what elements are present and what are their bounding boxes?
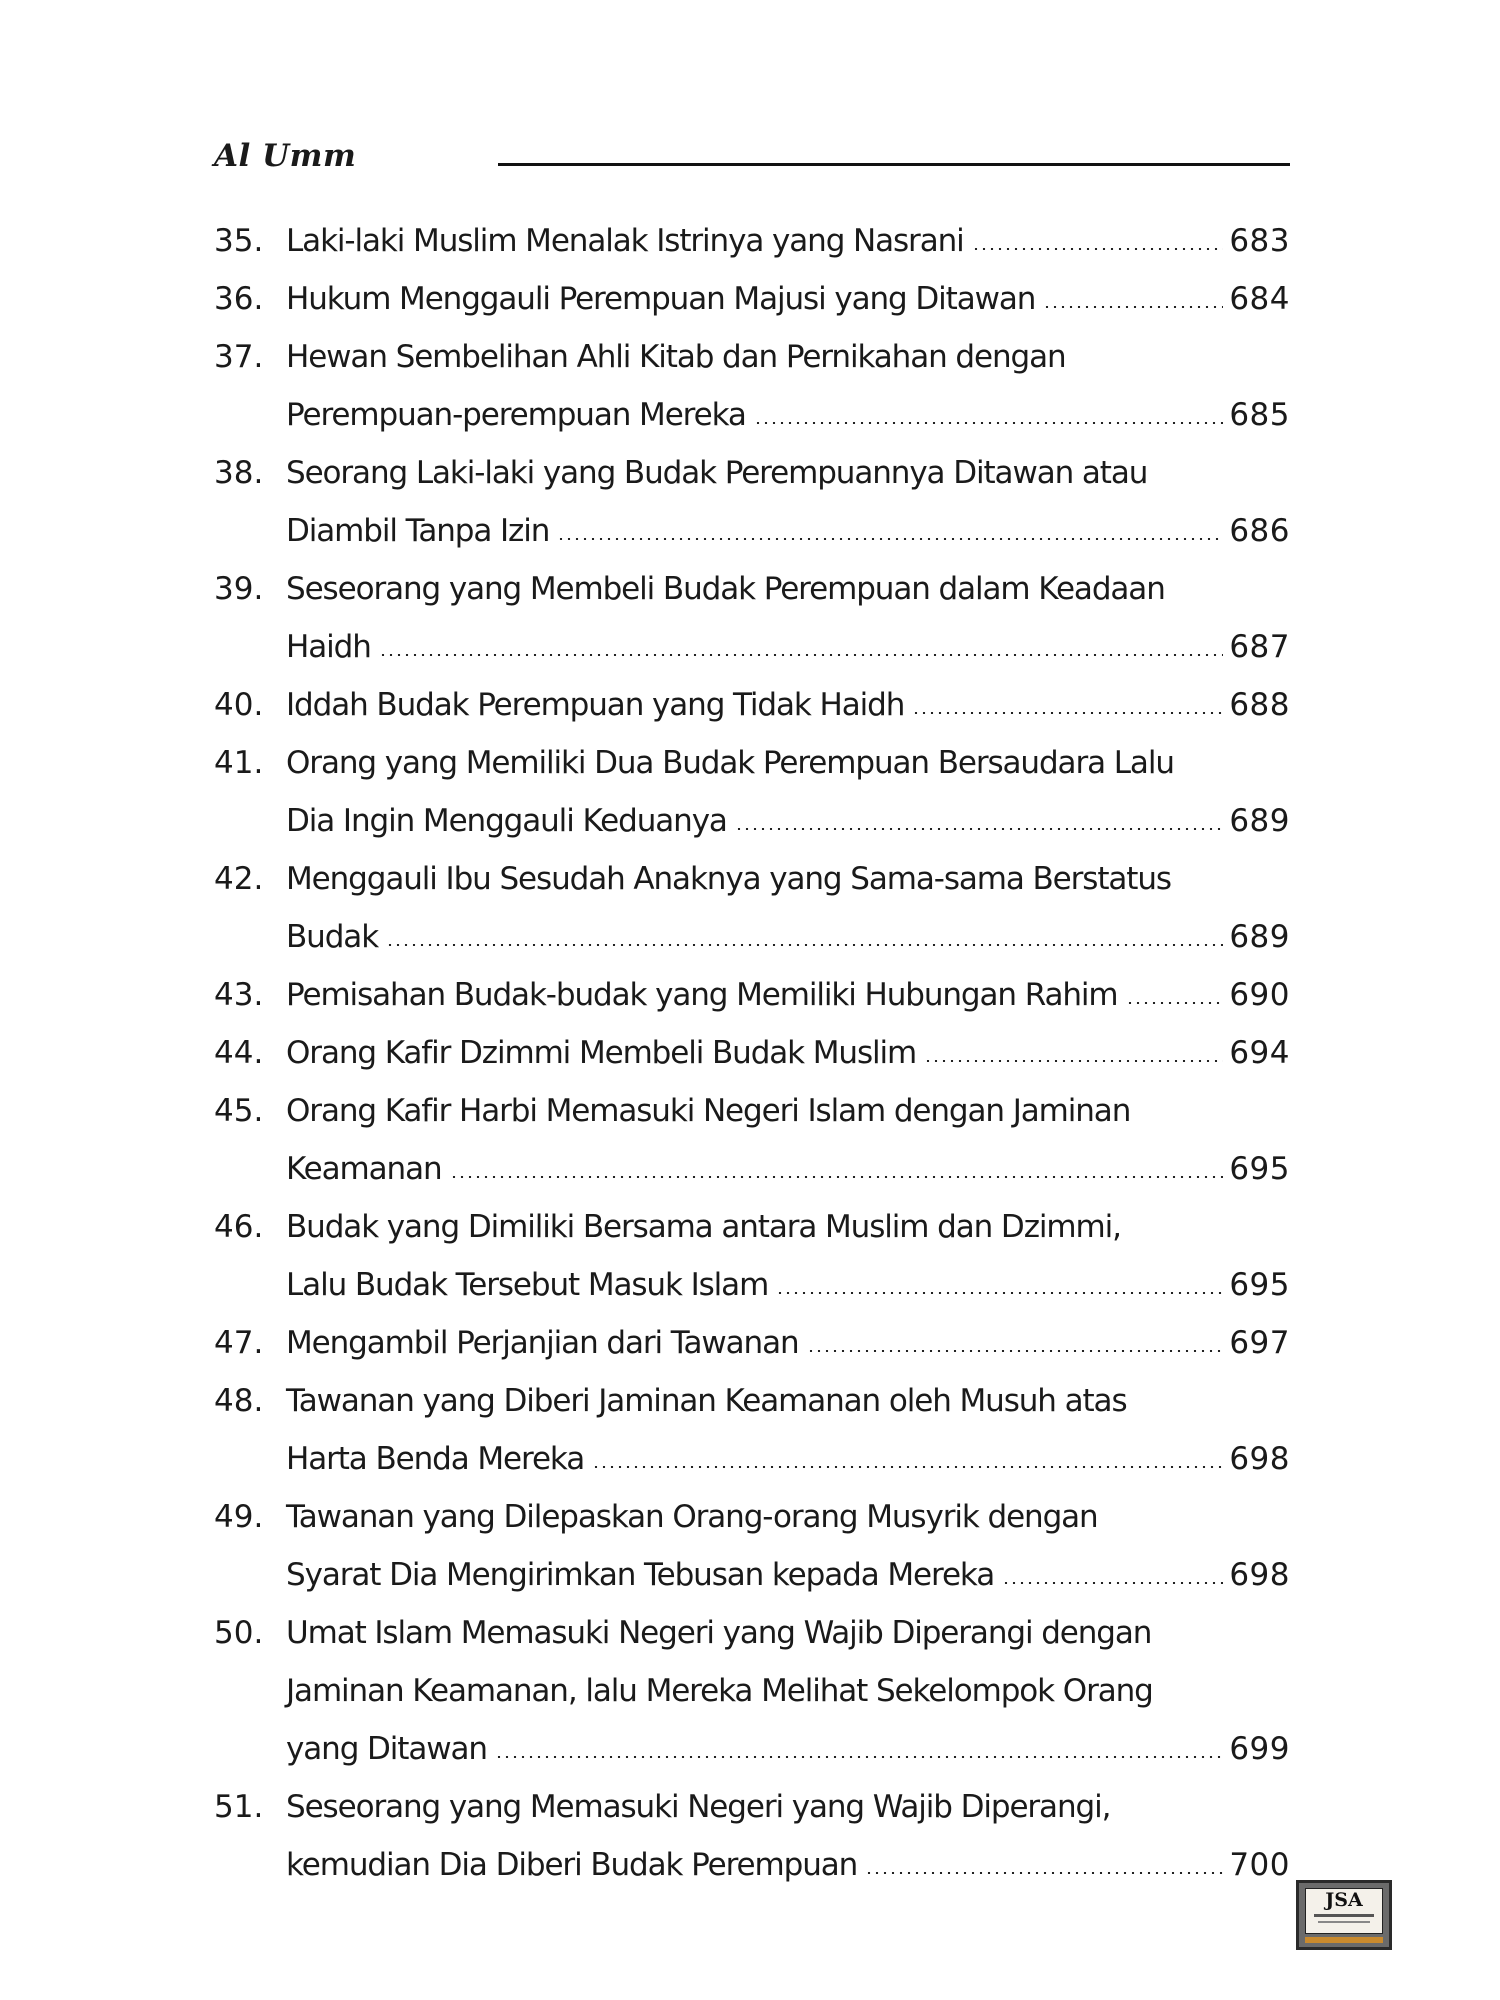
toc-line — [214, 1198, 1290, 1256]
dot-leader — [924, 1060, 1223, 1062]
entry-number: 37. — [214, 339, 264, 375]
entry-title: Keamanan — [286, 1151, 442, 1187]
logo-base — [1305, 1937, 1383, 1943]
dot-leader — [807, 1350, 1224, 1352]
toc-line — [214, 850, 1290, 908]
entry-number: 44. — [214, 1035, 264, 1071]
toc-entry — [214, 560, 1290, 676]
entry-number: 45. — [214, 1093, 264, 1129]
toc-line — [214, 560, 1290, 618]
entry-title: Haidh — [286, 629, 371, 665]
header-rule — [498, 163, 1290, 166]
toc-entry — [214, 966, 1290, 1024]
page-number: 685 — [1229, 397, 1290, 433]
entry-title: Orang Kafir Harbi Memasuki Negeri Islam dengan Jaminan — [286, 1093, 1131, 1129]
entry-title: Iddah Budak Perempuan yang Tidak Haidh — [286, 687, 905, 723]
entry-number: 47. — [214, 1325, 264, 1361]
page-number: 694 — [1229, 1035, 1290, 1071]
toc-line — [214, 1488, 1290, 1546]
toc-entry — [214, 850, 1290, 966]
entry-number: 40. — [214, 687, 264, 723]
entry-title: Lalu Budak Tersebut Masuk Islam — [286, 1267, 769, 1303]
dot-leader — [754, 422, 1224, 424]
entry-title: Menggauli Ibu Sesudah Anaknya yang Sama-sama Berstatus — [286, 861, 1171, 897]
toc-entry — [214, 212, 1290, 270]
page-number: 687 — [1229, 629, 1290, 665]
page-header — [214, 138, 1290, 188]
toc-entry — [214, 444, 1290, 560]
logo-screen — [1305, 1888, 1383, 1934]
dot-leader — [972, 248, 1224, 250]
toc-line — [214, 908, 1290, 966]
toc-line — [214, 734, 1290, 792]
entry-number: 38. — [214, 455, 264, 491]
toc-line — [214, 792, 1290, 850]
page-number: 699 — [1229, 1731, 1290, 1767]
entry-title: Budak — [286, 919, 379, 955]
entry-title: Harta Benda Mereka — [286, 1441, 585, 1477]
entry-number: 50. — [214, 1615, 264, 1651]
dot-leader — [735, 828, 1223, 830]
page-number: 689 — [1229, 919, 1290, 955]
entry-title: Syarat Dia Mengirimkan Tebusan kepada Mereka — [286, 1557, 995, 1593]
logo-mark: JSA — [1325, 1889, 1363, 1911]
toc-entry — [214, 1082, 1290, 1198]
toc-line — [214, 386, 1290, 444]
publisher-logo — [1296, 1880, 1392, 1950]
running-title: Al Umm — [214, 138, 357, 174]
entry-title: Dia Ingin Menggauli Keduanya — [286, 803, 727, 839]
toc-entry — [214, 328, 1290, 444]
toc-line — [214, 1082, 1290, 1140]
dot-leader — [557, 538, 1223, 540]
dot-leader — [450, 1176, 1224, 1178]
entry-number: 35. — [214, 223, 264, 259]
entry-title: Hewan Sembelihan Ahli Kitab dan Pernikahan dengan — [286, 339, 1066, 375]
entry-number: 41. — [214, 745, 264, 781]
entry-number: 46. — [214, 1209, 264, 1245]
toc-line — [214, 444, 1290, 502]
page-number: 688 — [1229, 687, 1290, 723]
toc-line — [214, 1546, 1290, 1604]
page-number: 698 — [1229, 1557, 1290, 1593]
toc-entry — [214, 1024, 1290, 1082]
toc-entry — [214, 1314, 1290, 1372]
page-number: 695 — [1229, 1151, 1290, 1187]
toc-line — [214, 1662, 1290, 1720]
entry-title: Perempuan-perempuan Mereka — [286, 397, 746, 433]
toc-entry — [214, 734, 1290, 850]
entry-number: 49. — [214, 1499, 264, 1535]
page-number: 698 — [1229, 1441, 1290, 1477]
page-number: 690 — [1229, 977, 1290, 1013]
page-number: 686 — [1229, 513, 1290, 549]
toc-line — [214, 618, 1290, 676]
toc-entry — [214, 1604, 1290, 1778]
toc-entry — [214, 270, 1290, 328]
toc-line — [214, 676, 1290, 734]
dot-leader — [1002, 1582, 1223, 1584]
dot-leader — [495, 1756, 1223, 1758]
entry-title: Pemisahan Budak-budak yang Memiliki Hubungan Rahim — [286, 977, 1118, 1013]
dot-leader — [912, 712, 1223, 714]
page-number: 695 — [1229, 1267, 1290, 1303]
entry-title: Laki-laki Muslim Menalak Istrinya yang Nasrani — [286, 223, 964, 259]
entry-title: kemudian Dia Diberi Budak Perempuan — [286, 1847, 858, 1883]
dot-leader — [865, 1872, 1223, 1874]
toc-line — [214, 1430, 1290, 1488]
dot-leader — [776, 1292, 1223, 1294]
entry-title: Seorang Laki-laki yang Budak Perempuannya Ditawan atau — [286, 455, 1148, 491]
toc-line — [214, 1314, 1290, 1372]
dot-leader — [592, 1466, 1223, 1468]
entry-number: 43. — [214, 977, 264, 1013]
entry-title: Budak yang Dimiliki Bersama antara Muslim dan Dzimmi, — [286, 1209, 1121, 1245]
logo-subtitle-line — [1314, 1914, 1374, 1917]
entry-title: Seseorang yang Memasuki Negeri yang Wajib Diperangi, — [286, 1789, 1111, 1825]
toc-line — [214, 1778, 1290, 1836]
entry-title: Hukum Menggauli Perempuan Majusi yang Ditawan — [286, 281, 1036, 317]
dot-leader — [1043, 306, 1223, 308]
toc-entry — [214, 1778, 1290, 1894]
toc-line — [214, 1604, 1290, 1662]
entry-number: 42. — [214, 861, 264, 897]
entry-title: Diambil Tanpa Izin — [286, 513, 550, 549]
entry-title: Umat Islam Memasuki Negeri yang Wajib Diperangi dengan — [286, 1615, 1152, 1651]
entry-title: yang Ditawan — [286, 1731, 487, 1767]
page-number: 689 — [1229, 803, 1290, 839]
entry-number: 51. — [214, 1789, 264, 1825]
entry-title: Orang yang Memiliki Dua Budak Perempuan Bersaudara Lalu — [286, 745, 1174, 781]
toc-line — [214, 966, 1290, 1024]
entry-title: Seseorang yang Membeli Budak Perempuan dalam Keadaan — [286, 571, 1165, 607]
dot-leader — [386, 944, 1223, 946]
entry-title: Tawanan yang Dilepaskan Orang-orang Musyrik dengan — [286, 1499, 1098, 1535]
entry-title: Jaminan Keamanan, lalu Mereka Melihat Sekelompok Orang — [286, 1673, 1153, 1709]
toc-line — [214, 270, 1290, 328]
toc-entry — [214, 676, 1290, 734]
entry-title: Tawanan yang Diberi Jaminan Keamanan oleh Musuh atas — [286, 1383, 1127, 1419]
dot-leader — [1126, 1002, 1224, 1004]
toc-entry — [214, 1198, 1290, 1314]
page-number: 683 — [1229, 223, 1290, 259]
toc-line — [214, 328, 1290, 386]
logo-subtitle-line — [1318, 1921, 1370, 1923]
page-number: 684 — [1229, 281, 1290, 317]
entry-number: 36. — [214, 281, 264, 317]
dot-leader — [379, 654, 1224, 656]
entry-title: Orang Kafir Dzimmi Membeli Budak Muslim — [286, 1035, 917, 1071]
toc-line — [214, 1720, 1290, 1778]
toc-line — [214, 1372, 1290, 1430]
entry-number: 39. — [214, 571, 264, 607]
page-number: 697 — [1229, 1325, 1290, 1361]
entry-title: Mengambil Perjanjian dari Tawanan — [286, 1325, 799, 1361]
toc-line — [214, 1140, 1290, 1198]
toc-entry — [214, 1372, 1290, 1488]
toc-line — [214, 212, 1290, 270]
toc-line — [214, 1836, 1290, 1894]
page-number: 700 — [1229, 1847, 1290, 1883]
toc-line — [214, 502, 1290, 560]
entry-number: 48. — [214, 1383, 264, 1419]
toc-entry — [214, 1488, 1290, 1604]
toc-line — [214, 1256, 1290, 1314]
table-of-contents — [214, 212, 1290, 1894]
toc-line — [214, 1024, 1290, 1082]
